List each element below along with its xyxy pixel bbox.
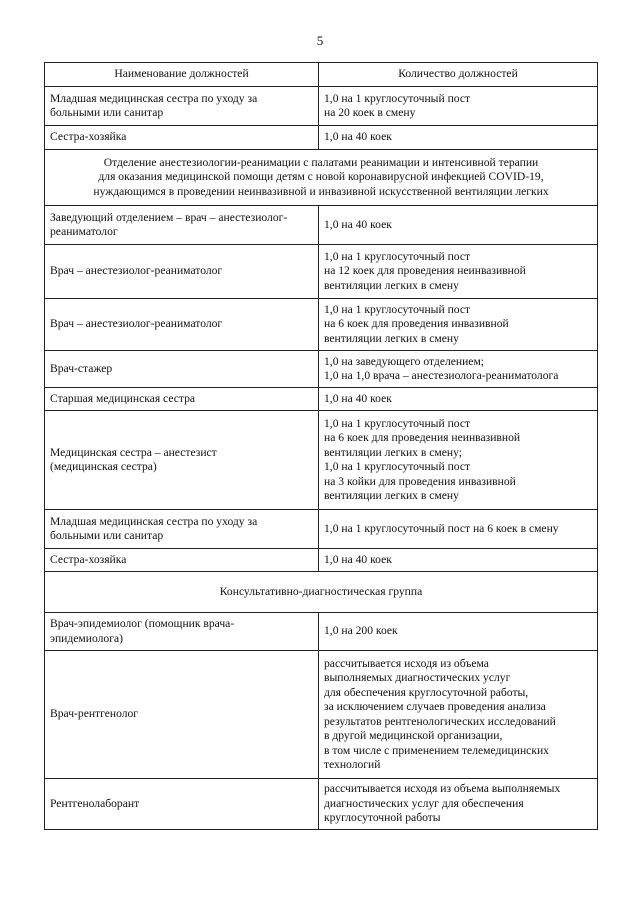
position-cell: Врач – анестезиолог-реаниматолог	[45, 299, 319, 351]
count-cell: рассчитывается исходя из объема выполняемых диагностических услуг для обеспечения круглосуточной работы, за исключением случаев проведения анализа результатов рентгенологических исследований в другой медицинской организации, в том числе с применением телемедицинских технологий	[319, 651, 598, 779]
page-number: 5	[316, 33, 324, 48]
section-title: Отделение анестезиологии-реанимации с палатами реанимации и интенсивной терапии для оказания медицинской помощи детям с новой коронавирусной инфекцией COVID-19, нуждающимся в проведении неинвазивной и инвазивной искусственной вентиляции легких	[45, 150, 598, 206]
count-cell: 1,0 на 40 коек	[319, 388, 598, 411]
table-row	[45, 299, 598, 351]
table-row	[45, 388, 598, 411]
position-cell: Младшая медицинская сестра по уходу за больными или санитар	[45, 510, 319, 549]
count-cell: 1,0 на 200 коек	[319, 613, 598, 651]
count-cell: 1,0 на 40 коек	[319, 549, 598, 572]
section-row	[45, 150, 598, 206]
table-row	[45, 206, 598, 245]
position-cell: Заведующий отделением – врач – анестезиолог- реаниматолог	[45, 206, 319, 245]
position-cell: Младшая медицинская сестра по уходу за больными или санитар	[45, 87, 319, 126]
count-cell: 1,0 на 1 круглосуточный пост на 6 коек в смену	[319, 510, 598, 549]
count-cell: 1,0 на 1 круглосуточный пост на 6 коек для проведения инвазивной вентиляции легких в смену	[319, 299, 598, 351]
table-row	[45, 411, 598, 510]
table-row	[45, 126, 598, 150]
table-header-row	[45, 63, 598, 87]
table-row	[45, 651, 598, 779]
table-row	[45, 613, 598, 651]
position-cell: Медицинская сестра – анестезист (медицинская сестра)	[45, 411, 319, 510]
table-row	[45, 87, 598, 126]
count-cell: 1,0 на 1 круглосуточный пост на 20 коек в смену	[319, 87, 598, 126]
count-cell: 1,0 на 1 круглосуточный пост на 12 коек для проведения неинвазивной вентиляции легких в смену	[319, 245, 598, 299]
position-cell: Врач-рентгенолог	[45, 651, 319, 779]
section-row	[45, 572, 598, 613]
count-cell: рассчитывается исходя из объема выполняемых диагностических услуг для обеспечения круглосуточной работы	[319, 779, 598, 830]
position-cell: Рентгенолаборант	[45, 779, 319, 830]
count-cell: 1,0 на заведующего отделением; 1,0 на 1,0 врача – анестезиолога-реаниматолога	[319, 351, 598, 388]
count-cell: 1,0 на 40 коек	[319, 206, 598, 245]
table-row	[45, 245, 598, 299]
position-cell: Сестра-хозяйка	[45, 126, 319, 150]
section-title: Консультативно-диагностическая группа	[45, 572, 598, 613]
position-cell: Старшая медицинская сестра	[45, 388, 319, 411]
table-row	[45, 549, 598, 572]
count-cell: 1,0 на 1 круглосуточный пост на 6 коек для проведения неинвазивной вентиляции легких в смену; 1,0 на 1 круглосуточный пост на 3 койки для проведения инвазивной вентиляции легких в смену	[319, 411, 598, 510]
position-cell: Врач – анестезиолог-реаниматолог	[45, 245, 319, 299]
table-row	[45, 779, 598, 830]
table-row	[45, 510, 598, 549]
table-row	[45, 351, 598, 388]
staffing-table	[44, 62, 598, 830]
header-position: Наименование должностей	[45, 63, 319, 87]
position-cell: Сестра-хозяйка	[45, 549, 319, 572]
position-cell: Врач-эпидемиолог (помощник врача- эпидемиолога)	[45, 613, 319, 651]
position-cell: Врач-стажер	[45, 351, 319, 388]
header-count: Количество должностей	[319, 63, 598, 87]
count-cell: 1,0 на 40 коек	[319, 126, 598, 150]
